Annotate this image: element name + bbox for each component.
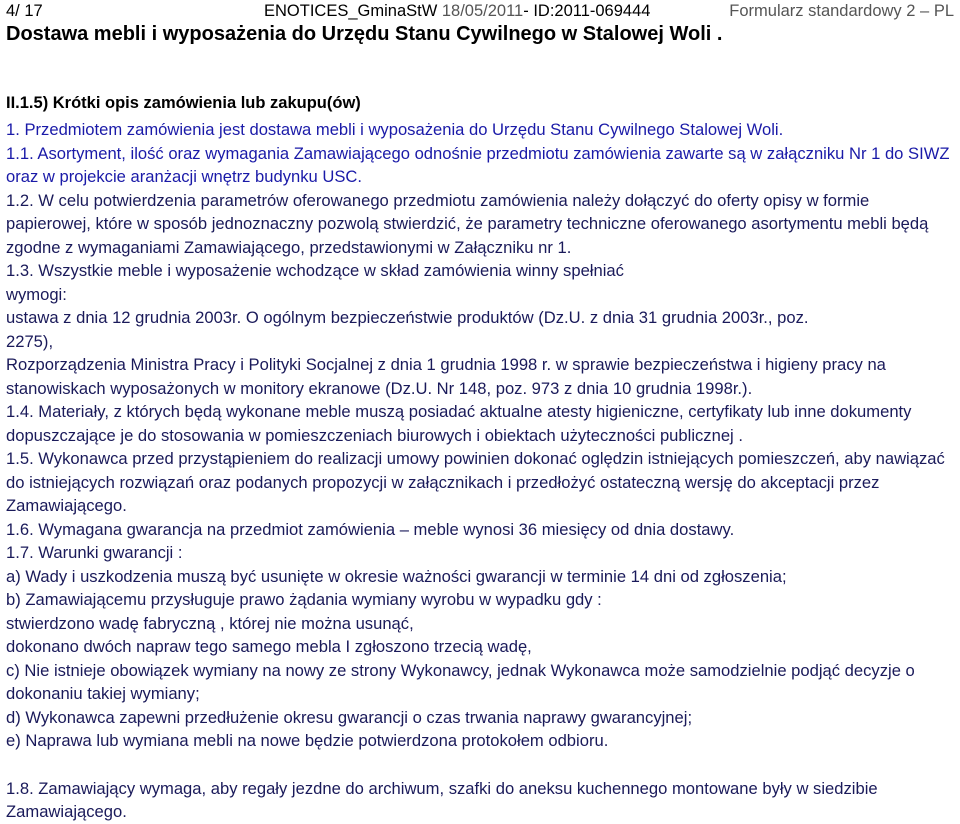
- body-paragraph: [6, 753, 956, 777]
- notice-date: 18/05/2011: [441, 2, 524, 20]
- notice-source: [264, 0, 650, 22]
- body-paragraph: 1.8. Zamawiający wymaga, aby regały jezdne do archiwum, szafki do aneksu kuchennego montowane były w siedzibie Zamawiającego.: [6, 778, 878, 821]
- body-paragraph: a) Wady i uszkodzenia muszą być usunięte w okresie ważności gwarancji w terminie 14 dni od zgłoszenia;: [6, 566, 787, 586]
- body-paragraph: wymogi:: [6, 284, 67, 304]
- form-label: Formularz standardowy 2 – PL: [729, 2, 954, 20]
- body-paragraph: 2275),: [6, 331, 54, 351]
- body-paragraph: stwierdzono wadę fabryczną , której nie można usunąć,: [6, 613, 414, 633]
- body-paragraph: 1.5. Wykonawca przed przystąpieniem do realizacji umowy powinien dokonać oględzin istniejących pomieszczeń, aby nawiązać do istniejących rozwiązań oraz podanych propozycji w załącznikach i przedłożyć ostateczną wersję do akceptacji przez Zamawiającego.: [6, 449, 945, 515]
- form-name: Formularz standardowy 2: [729, 2, 916, 20]
- body-paragraph: 1.2. W celu potwierdzenia parametrów oferowanego przedmiotu zamówienia należy dołączyć do oferty opisy w formie papierowej, które w sposób jednoznaczny pozwolą stwierdzić, że parametry techniczne oferowanego asortymentu mebli będą zgodne z wymaganiami Zamawiającego, przedstawionymi w Załączniku nr 1.: [6, 190, 929, 257]
- body-paragraph: 1.7. Warunki gwarancji :: [6, 543, 183, 562]
- body-paragraph: Rozporządzenia Ministra Pracy i Polityki Socjalnej z dnia 1 grudnia 1998 r. w sprawie bezpieczeństwa i higieny pracy na stanowiskach wyposażonych w monitory ekranowe (Dz.U. Nr 148, poz. 973 z dnia 10 grudnia 1998r.).: [6, 355, 886, 398]
- body-paragraph: ustawa z dnia 12 grudnia 2003r. O ogólnym bezpieczeństwie produktów (Dz.U. z dnia 31 grudnia 2003r., poz.: [6, 308, 809, 327]
- body-paragraph: 1.4. Materiały, z których będą wykonane meble muszą posiadać aktualne atesty higieniczne, certyfikaty lub inne dokumenty dopuszczające je do stosowania w pomieszczeniach biurowych i obiektach użyteczności publicznej .: [6, 402, 912, 445]
- body-paragraph: e) Naprawa lub wymiana mebli na nowe będzie potwierdzona protokołem odbioru.: [6, 731, 609, 750]
- source-prefix: ENOTICES_GminaStW: [264, 2, 442, 20]
- body-paragraph: 1.1. Asortyment, ilość oraz wymagania Zamawiającego odnośnie przedmiotu zamówienia zawarte są w załączniku Nr 1 do SIWZ oraz w projekcie aranżacji wnętrz budynku USC.: [6, 143, 950, 186]
- notice-id: - ID:2011-069444: [523, 2, 651, 20]
- form-lang: PL: [933, 2, 954, 20]
- document-title: Dostawa mebli i wyposażenia do Urzędu Stanu Cywilnego w Stalowej Woli .: [6, 23, 723, 45]
- section-title: II.1.5) Krótki opis zamówienia lub zakupu(ów): [6, 94, 361, 112]
- page-header: [6, 0, 954, 22]
- description-body: [6, 118, 956, 824]
- page-number: 4/ 17: [6, 2, 43, 20]
- body-paragraph: c) Nie istnieje obowiązek wymiany na nowy ze strony Wykonawcy, jednak Wykonawca może samodzielnie podjąć decyzje o dokonaniu takiej wymiany;: [6, 660, 915, 703]
- body-paragraph: d) Wykonawca zapewni przedłużenie okresu gwarancji o czas trwania naprawy gwarancyjnej;: [6, 707, 693, 727]
- body-paragraph: b) Zamawiającemu przysługuje prawo żądania wymiany wyrobu w wypadku gdy :: [6, 590, 602, 609]
- body-paragraph: 1.3. Wszystkie meble i wyposażenie wchodzące w skład zamówienia winny spełniać: [6, 261, 624, 280]
- body-paragraph: 1.6. Wymagana gwarancja na przedmiot zamówienia – meble wynosi 36 miesięcy od dnia dostawy.: [6, 519, 735, 539]
- body-paragraph: dokonano dwóch napraw tego samego mebla I zgłoszono trzecią wadę,: [6, 637, 532, 656]
- body-paragraph: 1. Przedmiotem zamówienia jest dostawa mebli i wyposażenia do Urzędu Stanu Cywilnego Stalowej Woli.: [6, 120, 784, 139]
